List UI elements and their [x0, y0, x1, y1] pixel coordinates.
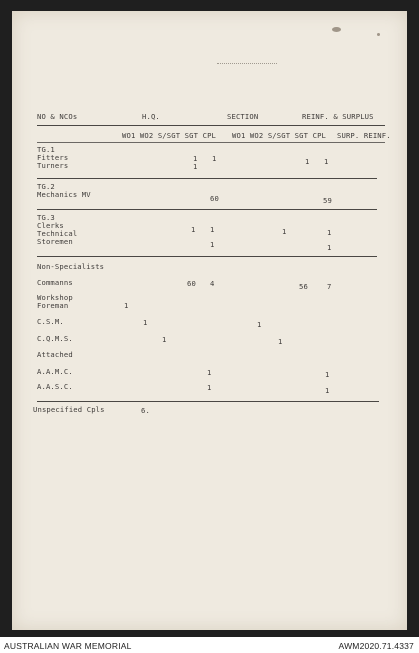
header-reinf: REINF. & SURPLUS	[302, 112, 374, 121]
value: 1	[207, 368, 212, 377]
value: 1	[193, 154, 198, 163]
value: 1	[327, 228, 332, 237]
tg1-label: TG.1	[37, 145, 55, 154]
ink-blot	[332, 27, 341, 32]
value: 1	[193, 162, 198, 171]
tg3-storemen: Storemen	[37, 237, 73, 246]
value: 1	[212, 154, 217, 163]
foreman-label: Foreman	[37, 301, 69, 310]
value: 1	[143, 318, 148, 327]
value: 1	[207, 383, 212, 392]
value: 1	[282, 227, 287, 236]
value: 60	[210, 194, 219, 203]
archive-footer	[0, 637, 419, 653]
attached-label: Attached	[37, 350, 73, 359]
value: 1	[278, 337, 283, 346]
value: 1	[305, 157, 310, 166]
tg2-mechanics: Mechanics MV	[37, 190, 91, 199]
section-rule	[37, 256, 377, 257]
cqms-label: C.Q.M.S.	[37, 334, 73, 343]
header-section: SECTION	[227, 112, 259, 121]
value: 1	[325, 370, 330, 379]
value: 1	[325, 386, 330, 395]
unspecified-label: Unspecified Cpls	[33, 405, 105, 414]
aamc-label: A.A.M.C.	[37, 367, 73, 376]
section-rule	[37, 178, 377, 179]
subheader-hq: WO1 WO2 S/SGT SGT CPL	[122, 131, 217, 140]
value: 1	[210, 240, 215, 249]
value: 1	[210, 225, 215, 234]
tg3-label: TG.3	[37, 213, 55, 222]
non-specialists-label: Non-Specialists	[37, 262, 105, 271]
value: 4	[210, 279, 215, 288]
header-unit: NO & NCOs	[37, 112, 78, 121]
tg3-technical: Technical	[37, 229, 78, 238]
communs-label: Commanns	[37, 278, 73, 287]
subheader-rule	[37, 142, 385, 143]
section-rule	[37, 401, 379, 402]
workshop-label: Workshop	[37, 293, 73, 302]
aasc-label: A.A.S.C.	[37, 382, 73, 391]
value: 1	[162, 335, 167, 344]
value: 6.	[141, 406, 150, 415]
faint-dotted-line	[217, 63, 277, 64]
tg1-turners: Turners	[37, 161, 69, 170]
value: 56	[299, 282, 308, 291]
value: 1	[191, 225, 196, 234]
tg3-clerks: Clerks	[37, 221, 64, 230]
ink-spot	[377, 33, 380, 36]
header-rule	[37, 125, 385, 126]
tg1-fitters: Fitters	[37, 153, 69, 162]
value: 1	[257, 320, 262, 329]
header-hq: H.Q.	[142, 112, 160, 121]
value: 1	[124, 301, 129, 310]
footer-accession-number: AWM2020.71.4337	[338, 641, 414, 651]
subheader-section: WO1 WO2 S/SGT SGT CPL	[232, 131, 327, 140]
value: 7	[327, 282, 332, 291]
section-rule	[37, 209, 377, 210]
document-page	[12, 11, 407, 630]
value: 60	[187, 279, 196, 288]
value: 1	[324, 157, 329, 166]
footer-institution: AUSTRALIAN WAR MEMORIAL	[4, 641, 132, 651]
csm-label: C.S.M.	[37, 317, 64, 326]
value: 59	[323, 196, 332, 205]
subheader-reinf: SURP. REINF.	[337, 131, 391, 140]
value: 1	[327, 243, 332, 252]
tg2-label: TG.2	[37, 182, 55, 191]
